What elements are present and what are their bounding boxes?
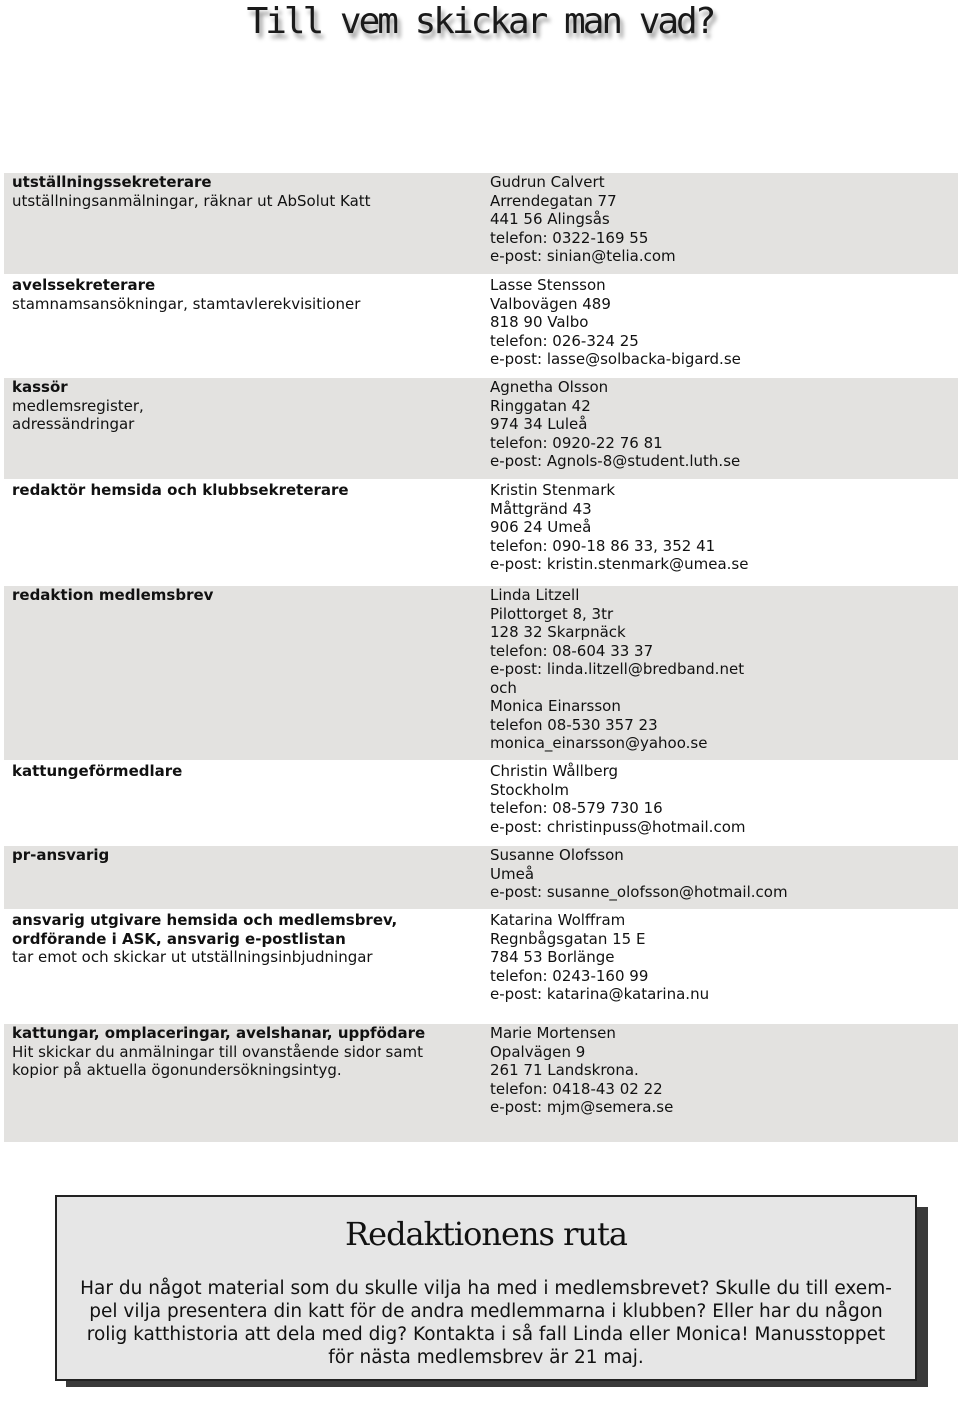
role-cell [4,276,490,376]
contact-row [4,1024,958,1144]
contact-cell [490,481,958,584]
contact-line: monica_einarsson@yahoo.se [490,734,708,752]
editor-box-title: Redaktionens ruta [345,1215,627,1253]
role-description: tar emot och skickar ut utställningsinbjudningar [12,948,373,966]
role-cell [4,481,490,584]
contact-line: Pilottorget 8, 3tr [490,604,614,623]
contact-line: Måttgränd 43 [490,499,592,518]
contact-line: e-post: sinian@telia.com [490,247,676,265]
contact-line: Katarina Wolffram [490,911,626,929]
role-description: medlemsregister, [12,396,144,415]
role-cell [4,846,490,909]
contact-line: telefon: 0243-160 99 [490,966,649,985]
contact-line: 128 32 Skarpnäck [490,623,626,641]
contact-cell [490,762,958,844]
role-description: Hit skickar du anmälningar till ovanstående sidor samt [12,1042,424,1061]
editor-box-line: rolig katthistoria att dela med dig? Kontakta i så fall Linda eller Monica! Manusstoppet [86,1324,886,1345]
contact-line: Opalvägen 9 [490,1042,586,1061]
role-title: ordförande i ASK, ansvarig e-postlistan [12,929,346,948]
contact-line: e-post: mjm@semera.se [490,1098,674,1116]
contact-cell [490,586,958,760]
contact-line: e-post: linda.litzell@bredband.net [490,660,745,678]
contact-cell [490,378,958,479]
contact-line: Valbovägen 489 [490,294,611,313]
contact-line: Ringgatan 42 [490,396,591,415]
contact-line: Agnetha Olsson [490,378,609,396]
contact-row [4,911,958,1024]
role-cell [4,762,490,844]
contact-cell [490,911,958,1022]
contact-row [4,586,958,762]
contact-line: 974 34 Luleå [490,415,588,433]
contact-line: Monica Einarsson [490,697,621,715]
contact-cell [490,1024,958,1142]
contact-line: e-post: lasse@solbacka-bigard.se [490,350,741,368]
editor-box [55,1195,917,1381]
contact-line: 441 56 Alingsås [490,210,610,228]
contact-cell [490,846,958,909]
contact-line: Linda Litzell [490,586,580,604]
contact-row [4,762,958,846]
contact-row [4,173,958,276]
role-cell [4,911,490,1022]
role-cell [4,378,490,479]
contact-line: och [490,678,517,697]
contact-line: telefon: 0920-22 76 81 [490,433,663,452]
role-title: ansvarig utgivare hemsida och medlemsbrev, [12,911,398,929]
contact-line: telefon: 026-324 25 [490,331,639,350]
contact-line: 906 24 Umeå [490,518,592,536]
contact-line: telefon: 0322-169 55 [490,228,649,247]
contact-row [4,846,958,911]
contact-row [4,481,958,586]
role-title: utställningssekreterare [12,173,212,191]
role-cell [4,1024,490,1142]
contact-line: Susanne Olofsson [490,846,624,864]
contact-line: 784 53 Borlänge [490,948,615,966]
contact-line: Arrendegatan 77 [490,191,617,210]
contact-line: telefon: 08-604 33 37 [490,641,654,660]
contact-line: telefon: 090-18 86 33, 352 41 [490,536,716,555]
editor-box-line: pel vilja presentera din katt för de andra medlemmarna i klubben? Eller har du någon [89,1301,883,1322]
role-title: redaktör hemsida och klubbsekreterare [12,481,349,499]
editor-box-text [61,1277,911,1369]
contact-line: e-post: katarina@katarina.nu [490,985,710,1003]
contact-line: Kristin Stenmark [490,481,616,499]
role-cell [4,586,490,760]
contact-line: e-post: Agnols-8@student.luth.se [490,452,741,470]
role-description: stamnamsansökningar, stamtavlerekvisitioner [12,294,361,313]
role-title: kassör [12,378,68,396]
contact-line: e-post: christinpuss@hotmail.com [490,817,746,836]
contact-line: Regnbågsgatan 15 E [490,929,646,948]
role-title: redaktion medlemsbrev [12,586,214,604]
editor-box-line: för nästa medlemsbrev är 21 maj. [328,1347,644,1368]
contact-row [4,276,958,378]
contact-line: Umeå [490,864,535,883]
contact-line: Lasse Stensson [490,276,606,294]
contact-line: 818 90 Valbo [490,313,589,331]
role-title: avelssekreterare [12,276,156,294]
contact-row [4,378,958,481]
contact-line: 261 71 Landskrona. [490,1061,639,1079]
role-title: kattungar, omplaceringar, avelshanar, uppfödare [12,1024,426,1042]
contact-cell [490,173,958,274]
role-title: pr-ansvarig [12,846,110,864]
contact-cell [490,276,958,376]
contact-line: Stockholm [490,780,569,799]
contact-line: e-post: susanne_olofsson@hotmail.com [490,883,788,901]
editor-box-line: Har du något material som du skulle vilja ha med i medlemsbrevet? Skulle du till exem- [80,1278,892,1299]
role-title: kattungeförmedlare [12,762,183,780]
contact-line: telefon 08-530 357 23 [490,715,658,734]
contact-line: Marie Mortensen [490,1024,616,1042]
role-description: adressändringar [12,415,135,433]
contact-line: e-post: kristin.stenmark@umea.se [490,555,749,573]
role-cell [4,173,490,274]
page-title: Till vem skickar man vad? [246,1,714,42]
contact-line: telefon: 08-579 730 16 [490,799,663,817]
contact-table [4,173,958,1144]
contact-line: Christin Wållberg [490,762,619,780]
contact-line: telefon: 0418-43 02 22 [490,1079,663,1098]
contact-line: Gudrun Calvert [490,173,605,191]
role-description: utställningsanmälningar, räknar ut AbSolut Katt [12,191,371,210]
role-description: kopior på aktuella ögonundersökningsintyg. [12,1061,342,1079]
